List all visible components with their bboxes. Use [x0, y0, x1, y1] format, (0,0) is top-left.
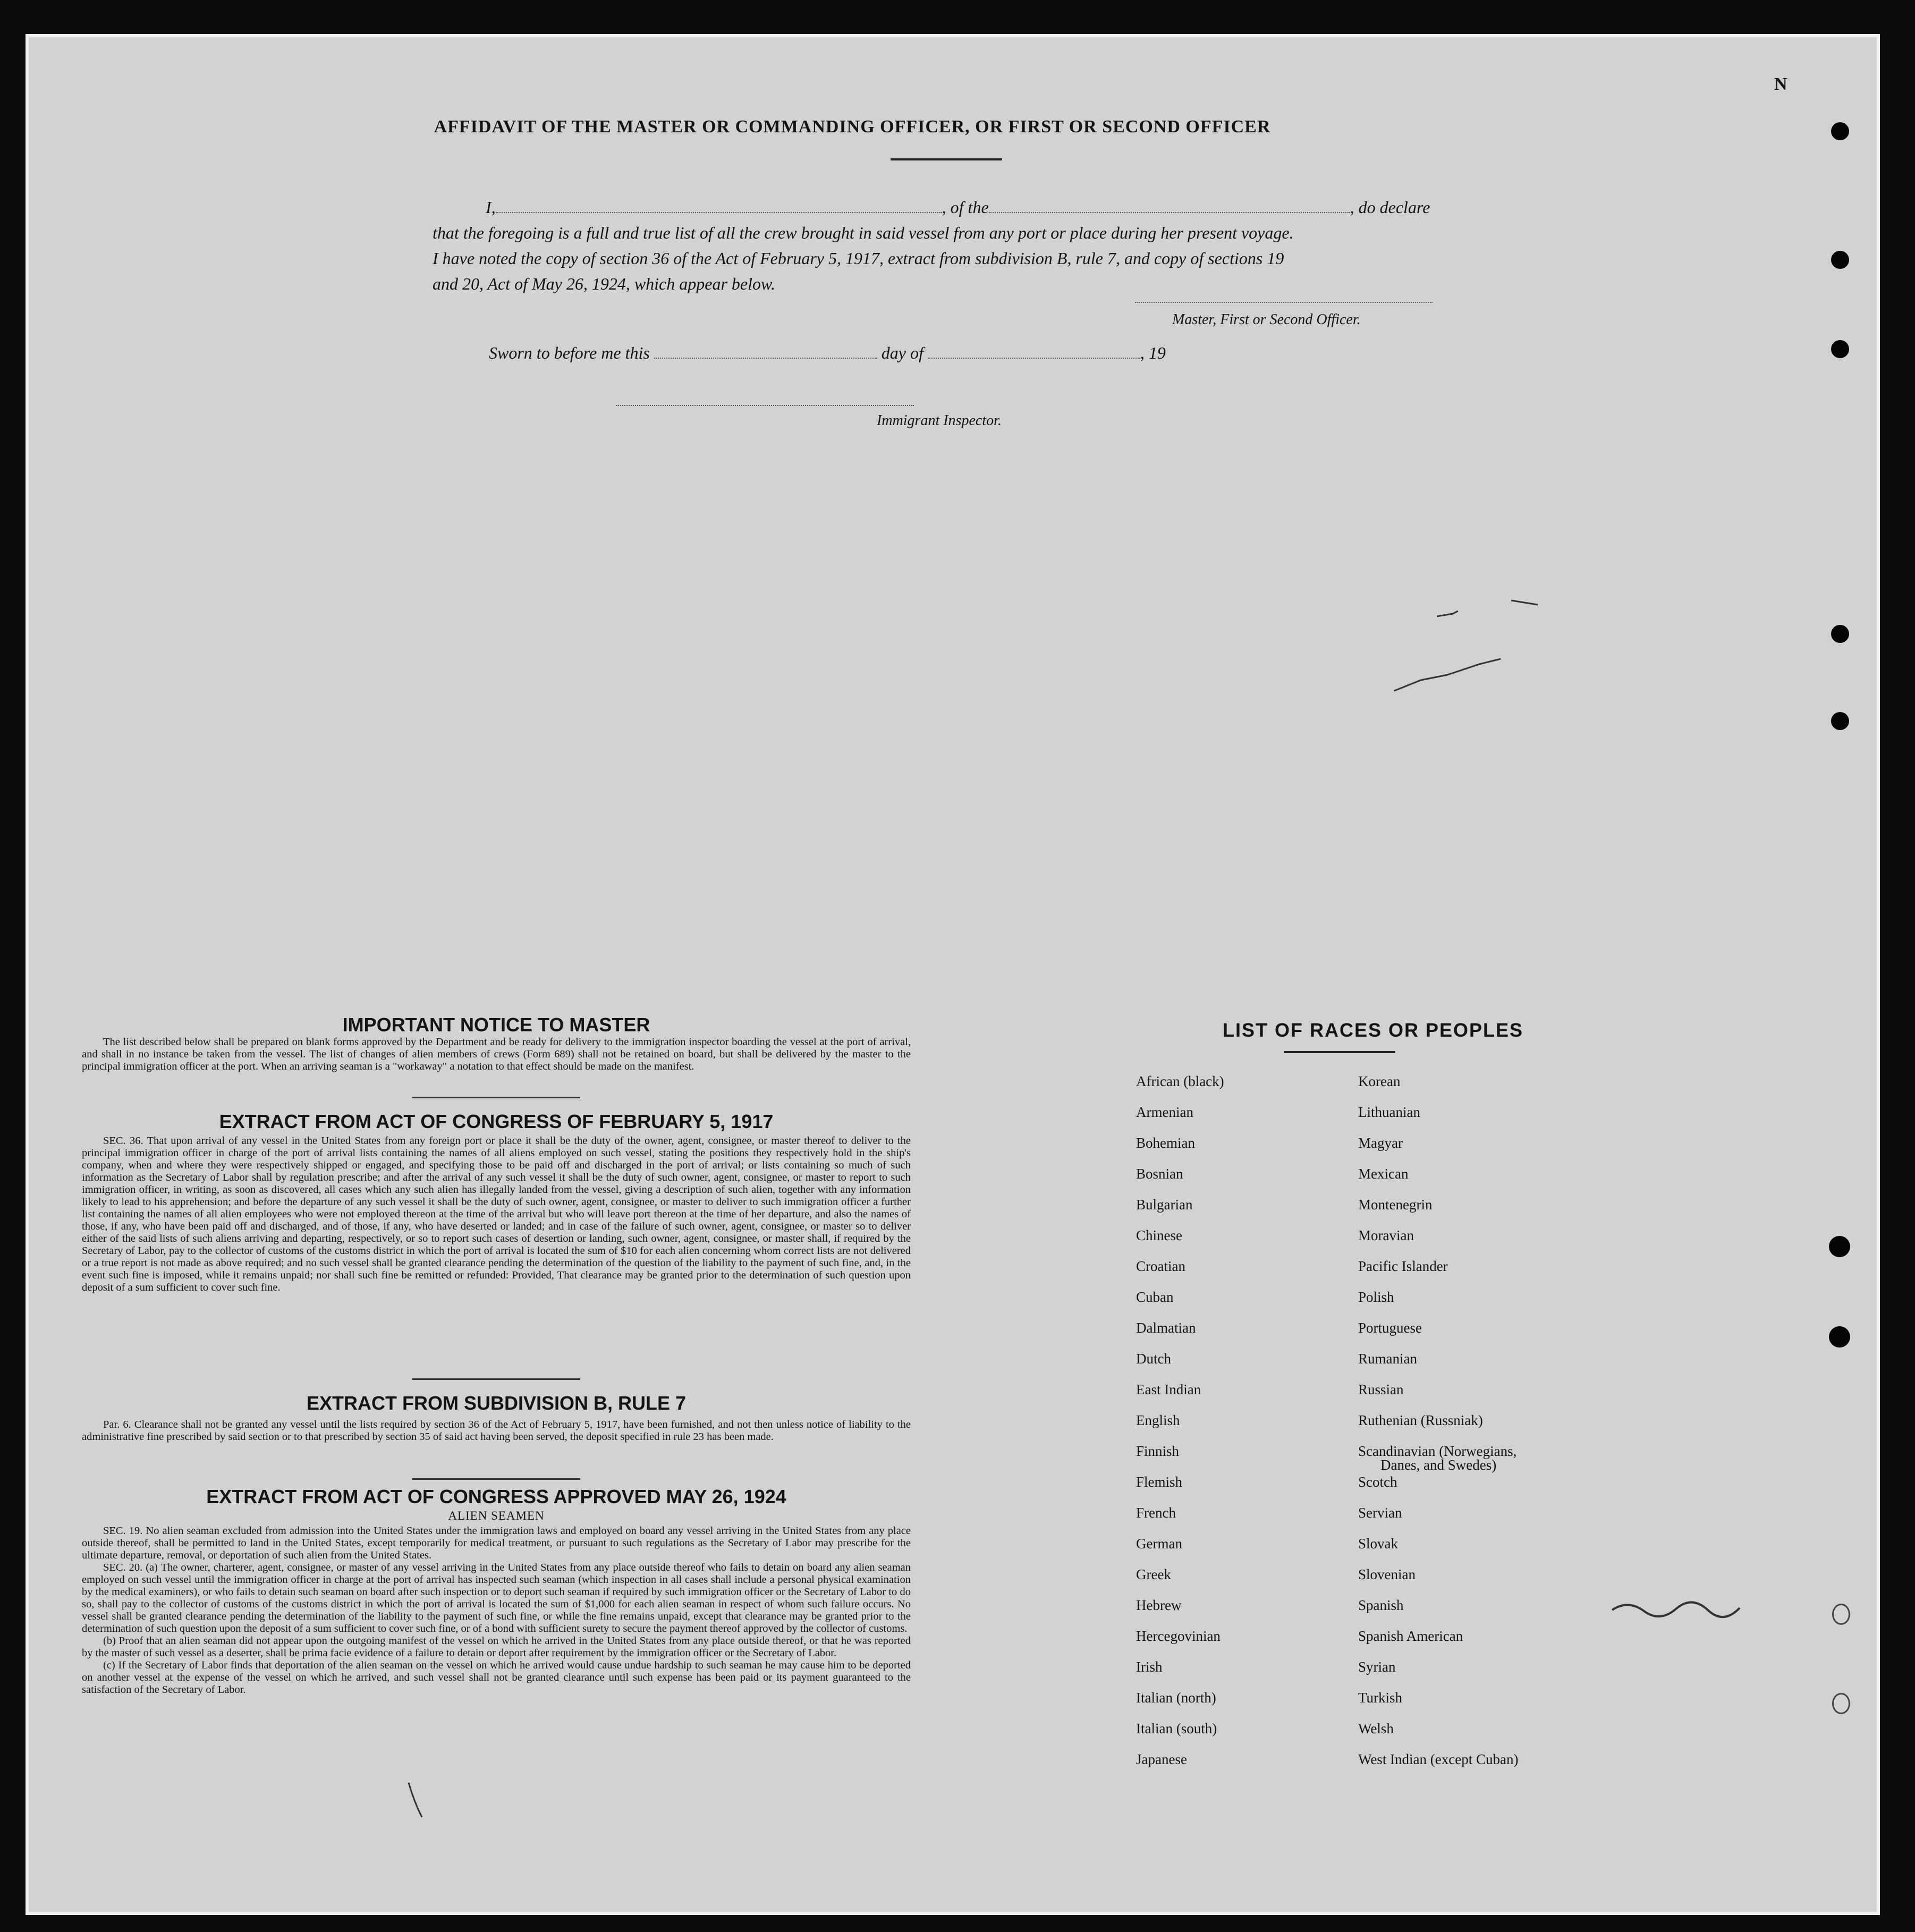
race-right-22: West Indian (except Cuban) — [1358, 1751, 1519, 1767]
race-left-16: Greek — [1136, 1566, 1171, 1582]
name-blank[interactable] — [496, 198, 942, 213]
punch-hole-3 — [1831, 340, 1849, 358]
race-left-11: English — [1136, 1412, 1180, 1428]
sworn-month-blank[interactable] — [928, 344, 1140, 359]
race-right-16: Slovenian — [1358, 1566, 1416, 1582]
sworn-day-blank[interactable] — [654, 344, 877, 359]
race-left-5: Chinese — [1136, 1227, 1182, 1243]
extract-1924-text: SEC. 19. No alien seaman excluded from admission into the United States under the immigration laws and employed on board any vessel arriving in the United States from any place outside thereof, shall be permitted to land in the United States, except temporarily for medical treatment, or pursuant to such regulations as the Secretary of Labor may prescribe for the ultimate departure, removal, or deportation of such alien from the United States. SEC. 20. (a) The owner, charterer, agent, consignee, or master of any vessel arriving in the United States from any place outside thereof who fails to detain on board any alien seaman employed on such vessel until the immigration officer in charge at the port of arrival has inspected such seaman (which inspection in all cases shall include a personal physical examination by the medical examiners), or who fails to detain such seaman on board after such inspection or to deport such seaman if required by such immigration officer or the Secretary of Labor to do so, shall pay to the collector of customs of the customs district in which the port of arrival is located the sum of $1,000 for each alien seaman in respect of whom such failure occurs. No vessel shall be granted clearance pending the determination of the liability to the payment of such fine, or while the fine remains unpaid, except that clearance may be granted prior to the determination of such question upon the deposit of a sum sufficient to cover such fine, or of a bond with sufficient surety to secure the payment thereof approved by the collector of customs. (b) Proof that an alien seaman did not appear upon the outgoing manifest of the vessel on which he arrived in the United States from any place outside thereof, or that he was reported by the master of such vessel as a deserter, shall be prima facie evidence of a failure to detain or deport after requirement by the immigration officer or the Secretary of Labor. (c) If the Secretary of Labor finds that deportation of the alien seaman on the vessel on which he arrived would cause undue hardship to such seaman he may cause him to be deported on another vessel at the expense of the vessel on which he arrived, and such vessel shall not be granted clearance until such expense has been paid or its payment guaranteed to the satisfaction of the Secretary of Labor. — [82, 1525, 911, 1696]
extract-1917-heading: EXTRACT FROM ACT OF CONGRESS OF FEBRUARY 5, 1917 — [219, 1111, 774, 1132]
pen-mark-3 — [401, 1780, 433, 1823]
punch-hole-5 — [1831, 712, 1849, 730]
race-left-8: Dalmatian — [1136, 1320, 1196, 1336]
rule7-text: Par. 6. Clearance shall not be granted any vessel until the lists required by section 36 of the Act of February 5, 1917, have been furnished, and not then unless notice of liability to the administrative fine prescribed by said section or to that prescribed by section 35 of said act having been served, the deposit specified in rule 23 has been made. — [82, 1419, 911, 1443]
punch-hole-7 — [1829, 1326, 1850, 1348]
race-right-13: Scotch — [1358, 1474, 1397, 1490]
punch-hole-2 — [1831, 251, 1849, 269]
notice-heading: IMPORTANT NOTICE TO MASTER — [342, 1014, 650, 1036]
master-signature-line[interactable] — [1135, 302, 1433, 303]
race-right-8: Portuguese — [1358, 1320, 1422, 1336]
notice-divider — [412, 1097, 580, 1098]
bleed-through-text — [92, 452, 131, 571]
race-left-2: Bohemian — [1136, 1135, 1195, 1151]
punch-hole-8 — [1832, 1604, 1850, 1625]
sworn-line: Sworn to before me this day of , 19 — [489, 343, 1166, 362]
page-mark: N — [1774, 74, 1787, 94]
race-right-10: Russian — [1358, 1382, 1404, 1397]
rule7-heading: EXTRACT FROM SUBDIVISION B, RULE 7 — [306, 1392, 687, 1414]
race-right-15: Slovak — [1358, 1536, 1399, 1552]
extract-1917-text: SEC. 36. That upon arrival of any vessel in the United States from any foreign port or place it shall be the duty of the owner, agent, consignee, or master thereof to deliver to the principal immigration officer in charge of the port of arrival lists containing the names of all aliens employed on such vessel, stating the positions they respectively hold in the ship's company, when and where they were respectively shipped or engaged, and specifying those to be paid off and discharged in the port of arrival; or lists containing so much of such information as the Secretary of Labor shall by regulation prescribe; and after the arrival of any such vessel it shall be the duty of such owner, agent, consignee, or master to report to such immigration officer, in writing, as soon as discovered, all cases which any such alien has illegally landed from the vessel, giving a description of such alien, together with any information likely to lead to his apprehension; and before the departure of any such vessel it shall be the duty of such owner, agent, consignee, or master to deliver to such immigration officer a further list containing the names of all alien employees who were not employed thereon at the time of the arrival but who will leave port thereon at the time of her departure, and also the names of those, if any, who have been paid off and discharged, and of those, if any, who have deserted or landed; and in case of the failure of such owner, agent, consignee, or master so to deliver either of the said lists of such aliens arriving and departing, respectively, or so to report such cases of desertion or landing, such owner, agent, consignee, or master shall, if required by the Secretary of Labor, pay to the collector of customs of the customs district in which the port of arrival is located the sum of $10 for each alien concerning whom correct lists are not delivered or a true report is not made as above required; and no such vessel shall be granted clearance pending the determination of the question of the liability to the payment of such fine, and, in the event such fine is imposed, while it remains unpaid; nor shall such fine be remitted or refunded: Provided, That clearance may be granted prior to the determination of such question upon deposit of a sum sufficient to cover such fine. — [82, 1135, 911, 1293]
race-left-22: Japanese — [1136, 1751, 1187, 1767]
race-right-9: Rumanian — [1358, 1351, 1417, 1367]
race-left-19: Irish — [1136, 1659, 1163, 1675]
alien-seamen-subheading: ALIEN SEAMEN — [448, 1509, 545, 1522]
race-left-7: Cuban — [1136, 1289, 1174, 1305]
race-right-18: Spanish American — [1358, 1628, 1463, 1644]
master-caption: Master, First or Second Officer. — [1172, 311, 1361, 328]
races-heading: LIST OF RACES OR PEOPLES — [1222, 1019, 1524, 1041]
affidavit-title: AFFIDAVIT OF THE MASTER OR COMMANDING OFFICER, OR FIRST OR SECOND OFFICER — [434, 117, 1271, 137]
punch-hole-6 — [1829, 1236, 1850, 1257]
race-left-14: French — [1136, 1505, 1176, 1521]
race-left-4: Bulgarian — [1136, 1197, 1193, 1213]
declaration-line-1: I, , of the , do declare — [486, 198, 1430, 217]
race-right-14: Servian — [1358, 1505, 1402, 1521]
declaration-line-3: I have noted the copy of section 36 of the Act of February 5, 1917, extract from subdivision B, rule 7, and copy of sections 19 — [433, 249, 1284, 268]
race-right-20: Turkish — [1358, 1690, 1403, 1706]
race-right-4: Montenegrin — [1358, 1197, 1433, 1213]
race-left-0: African (black) — [1136, 1073, 1224, 1089]
manifest-sheet — [26, 34, 1880, 1915]
race-right-0: Korean — [1358, 1073, 1401, 1089]
rule7-divider — [412, 1478, 580, 1480]
race-right-2: Magyar — [1358, 1135, 1403, 1151]
punch-hole-9 — [1832, 1693, 1850, 1714]
title-divider — [891, 158, 1002, 160]
race-right-17: Spanish — [1358, 1597, 1404, 1613]
pen-mark-1 — [1389, 595, 1612, 701]
race-left-12: Finnish — [1136, 1443, 1180, 1459]
race-left-13: Flemish — [1136, 1474, 1183, 1490]
extract-1924-heading: EXTRACT FROM ACT OF CONGRESS APPROVED MAY 26, 1924 — [206, 1486, 786, 1507]
punch-hole-1 — [1831, 122, 1849, 140]
race-right-21: Welsh — [1358, 1721, 1394, 1736]
vessel-blank[interactable] — [989, 198, 1350, 213]
races-divider — [1284, 1051, 1395, 1053]
race-right-6: Pacific Islander — [1358, 1258, 1448, 1274]
notice-text: The list described below shall be prepared on blank forms approved by the Department and be ready for delivery to the immigration inspector boarding the vessel at the port of arrival, and shall in no instance be taken from the vessel. The list of changes of alien members of crews (Form 689) shall not be retained on board, but shall be delivered by the master to the principal immigration officer at the port. When an arriving seaman is a "workaway" a notation to that effect should be made on the manifest. — [82, 1036, 911, 1072]
race-right-1: Lithuanian — [1358, 1104, 1420, 1120]
race-left-1: Armenian — [1136, 1104, 1193, 1120]
race-right-11: Ruthenian (Russniak) — [1358, 1412, 1483, 1428]
race-right-7: Polish — [1358, 1289, 1394, 1305]
race-continuation: Danes, and Swedes) — [1380, 1457, 1497, 1473]
race-left-15: German — [1136, 1536, 1182, 1552]
race-right-3: Mexican — [1358, 1166, 1409, 1182]
inspector-signature-line[interactable] — [616, 405, 914, 406]
extract-1917-divider — [412, 1378, 580, 1380]
race-left-3: Bosnian — [1136, 1166, 1183, 1182]
race-right-19: Syrian — [1358, 1659, 1396, 1675]
declaration-line-4: and 20, Act of May 26, 1924, which appear below. — [433, 274, 775, 293]
race-right-12: Scandinavian (Norwegians, — [1358, 1443, 1517, 1459]
pen-mark-2 — [1607, 1594, 1766, 1626]
punch-hole-4 — [1831, 625, 1849, 643]
race-right-5: Moravian — [1358, 1227, 1414, 1243]
declaration-line-2: that the foregoing is a full and true list of all the crew brought in said vessel from any port or place during her present voyage. — [433, 223, 1294, 242]
race-left-10: East Indian — [1136, 1382, 1201, 1397]
race-left-20: Italian (north) — [1136, 1690, 1216, 1706]
race-left-21: Italian (south) — [1136, 1721, 1217, 1736]
race-left-18: Hercegovinian — [1136, 1628, 1221, 1644]
inspector-caption: Immigrant Inspector. — [877, 412, 1002, 429]
race-left-17: Hebrew — [1136, 1597, 1182, 1613]
race-left-6: Croatian — [1136, 1258, 1185, 1274]
race-left-9: Dutch — [1136, 1351, 1171, 1367]
